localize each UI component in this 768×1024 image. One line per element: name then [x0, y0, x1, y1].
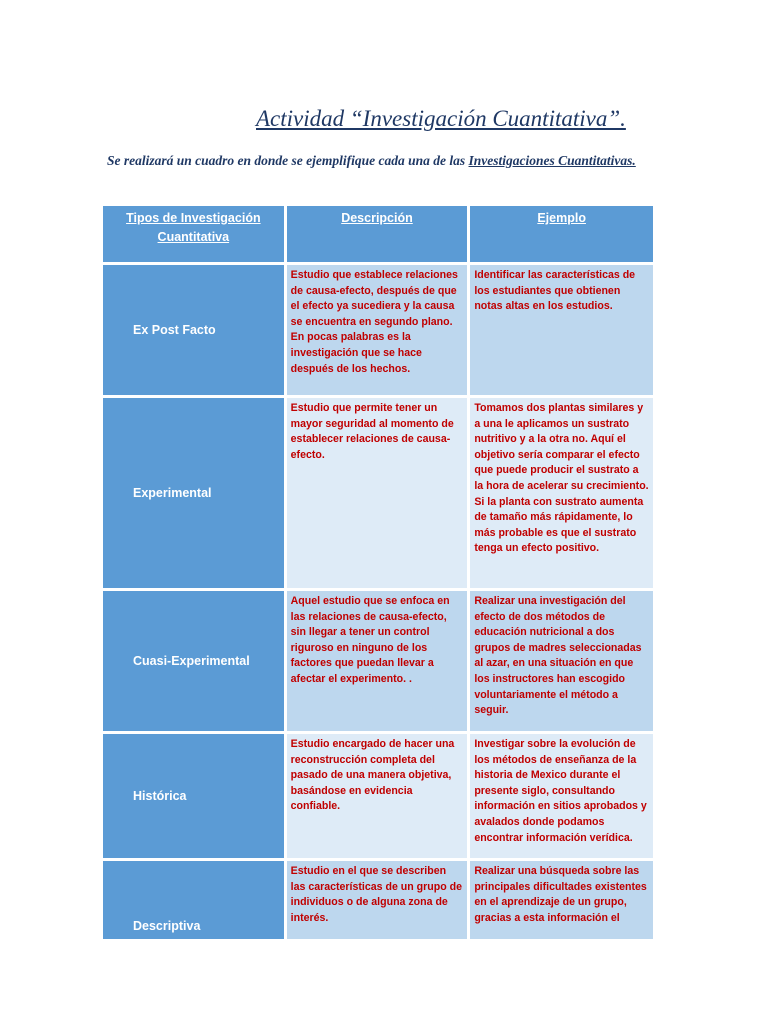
description-cell: Estudio que permite tener un mayor seguridad al momento de establecer relaciones de causa-efecto.: [287, 398, 468, 588]
table-header-row: [103, 206, 653, 262]
description-cell: Estudio que establece relaciones de causa-efecto, después de que el efecto ya sucediera y la causa se encuentra en segundo plano. En pocas palabras es la investigación que se hace después de los hechos.: [287, 265, 468, 395]
intro-paragraph: [107, 151, 667, 170]
header-types: Tipos de Investigación Cuantitativa: [103, 206, 284, 262]
type-cell: Cuasi-Experimental: [103, 591, 284, 731]
table-row: [103, 398, 653, 588]
example-cell: Identificar las características de los estudiantes que obtienen notas altas en los estudios.: [470, 265, 653, 395]
example-cell: Tomamos dos plantas similares y a una le aplicamos un sustrato nutritivo y a la otra no. Aquí el objetivo sería comparar el efecto que puede producir el sustrato a la hora de acelerar su crecimiento. Si la planta con sustrato aumenta de tamaño más rápidamente, lo más probable es que el sustrato tenga un efecto positivo.: [470, 398, 653, 588]
example-cell: Investigar sobre la evolución de los métodos de enseñanza de la historia de Mexico durante el presente siglo, consultando información en sitios aprobados y avalados donde podamos encontrar información verídica.: [470, 734, 653, 858]
table-row: [103, 734, 653, 858]
type-cell: Ex Post Facto: [103, 265, 284, 395]
table-row: [103, 265, 653, 395]
research-types-table: [100, 203, 656, 942]
page-title: Actividad “Investigación Cuantitativa”.: [256, 106, 626, 131]
description-cell: Estudio encargado de hacer una reconstrucción completa del pasado de una manera objetiva, basándose en evidencia confiable.: [287, 734, 468, 858]
table-row: [103, 591, 653, 731]
example-cell: Realizar una búsqueda sobre las principales dificultades existentes en el aprendizaje de un grupo, gracias a esta información el: [470, 861, 653, 939]
type-cell: Experimental: [103, 398, 284, 588]
header-description: Descripción: [287, 206, 468, 262]
description-cell: Estudio en el que se describen las características de un grupo de individuos o de alguna zona de interés.: [287, 861, 468, 939]
table-row: [103, 861, 653, 939]
example-cell: Realizar una investigación del efecto de dos métodos de educación nutricional a dos grupos de madres seleccionadas al azar, en una situación en que los instructores han escogido voluntariamente el método a seguir.: [470, 591, 653, 731]
intro-text: Se realizará un cuadro en donde se ejemplifique cada una de las: [107, 153, 469, 168]
type-cell: Descriptiva: [103, 861, 284, 939]
type-cell: Histórica: [103, 734, 284, 858]
description-cell: Aquel estudio que se enfoca en las relaciones de causa-efecto, sin llegar a tener un control riguroso en ninguno de los factores que puedan llevar a afectar el experimento. .: [287, 591, 468, 731]
header-example: Ejemplo: [470, 206, 653, 262]
intro-link: Investigaciones Cuantitativas.: [468, 153, 636, 168]
